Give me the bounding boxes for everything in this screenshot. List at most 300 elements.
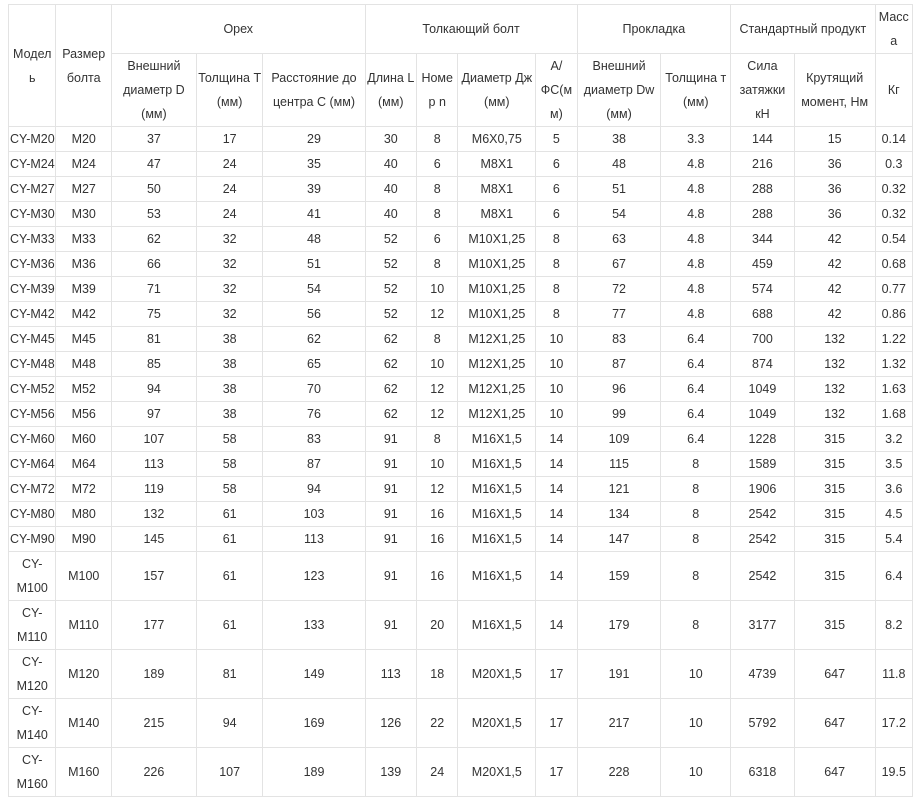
- cell-torque: 315: [794, 427, 875, 452]
- cell-washer-thickness: 10: [661, 699, 731, 748]
- cell-push-af: 14: [536, 601, 577, 650]
- cell-push-length: 62: [365, 327, 417, 352]
- cell-push-diameter: M12X1,25: [458, 402, 536, 427]
- cell-push-af: 14: [536, 427, 577, 452]
- cell-nut-thickness: 24: [196, 152, 263, 177]
- cell-nut-thickness: 32: [196, 277, 263, 302]
- header-nut-thickness: Толщина T (мм): [196, 54, 263, 127]
- cell-washer-thickness: 4.8: [661, 302, 731, 327]
- cell-nut-center-distance: 133: [263, 601, 365, 650]
- table-row: [9, 650, 913, 699]
- cell-push-length: 91: [365, 452, 417, 477]
- cell-push-number: 12: [417, 477, 458, 502]
- cell-nut-thickness: 58: [196, 477, 263, 502]
- cell-push-af: 10: [536, 402, 577, 427]
- cell-washer-outer-diameter: 83: [577, 327, 661, 352]
- cell-torque: 647: [794, 650, 875, 699]
- table-row: [9, 502, 913, 527]
- cell-push-number: 12: [417, 302, 458, 327]
- cell-mass: 19.5: [875, 748, 912, 797]
- cell-nut-thickness: 61: [196, 601, 263, 650]
- cell-torque: 315: [794, 502, 875, 527]
- cell-push-number: 16: [417, 527, 458, 552]
- cell-nut-thickness: 58: [196, 427, 263, 452]
- cell-mass: 1.22: [875, 327, 912, 352]
- cell-push-number: 8: [417, 177, 458, 202]
- cell-push-number: 24: [417, 748, 458, 797]
- cell-tension-force: 2542: [731, 527, 795, 552]
- cell-push-length: 91: [365, 477, 417, 502]
- cell-model: CY-M20: [9, 127, 56, 152]
- cell-nut-center-distance: 169: [263, 699, 365, 748]
- cell-nut-thickness: 61: [196, 552, 263, 601]
- cell-push-length: 126: [365, 699, 417, 748]
- header-push-af: A/ ФС(мм): [536, 54, 577, 127]
- cell-model: CY-M100: [9, 552, 56, 601]
- cell-bolt-size: M140: [56, 699, 112, 748]
- cell-push-length: 52: [365, 227, 417, 252]
- cell-push-length: 113: [365, 650, 417, 699]
- cell-model: CY-M39: [9, 277, 56, 302]
- cell-mass: 1.63: [875, 377, 912, 402]
- cell-washer-thickness: 4.8: [661, 177, 731, 202]
- cell-nut-center-distance: 123: [263, 552, 365, 601]
- cell-washer-thickness: 10: [661, 748, 731, 797]
- cell-nut-outer-diameter: 62: [112, 227, 197, 252]
- header-washer-thickness: Толщина т (мм): [661, 54, 731, 127]
- cell-washer-thickness: 6.4: [661, 377, 731, 402]
- cell-bolt-size: M60: [56, 427, 112, 452]
- cell-model: CY-M60: [9, 427, 56, 452]
- cell-nut-center-distance: 189: [263, 748, 365, 797]
- cell-washer-outer-diameter: 191: [577, 650, 661, 699]
- cell-mass: 0.77: [875, 277, 912, 302]
- header-group-push-bolt: Толкающий болт: [365, 5, 577, 54]
- table-row: [9, 552, 913, 601]
- cell-nut-thickness: 32: [196, 227, 263, 252]
- cell-bolt-size: M52: [56, 377, 112, 402]
- cell-washer-outer-diameter: 96: [577, 377, 661, 402]
- cell-torque: 42: [794, 252, 875, 277]
- cell-push-af: 6: [536, 177, 577, 202]
- cell-nut-thickness: 61: [196, 502, 263, 527]
- header-mass-unit: Кг: [875, 54, 912, 127]
- cell-nut-outer-diameter: 119: [112, 477, 197, 502]
- table-row: [9, 402, 913, 427]
- cell-push-number: 12: [417, 402, 458, 427]
- cell-push-diameter: M10X1,25: [458, 252, 536, 277]
- cell-bolt-size: M100: [56, 552, 112, 601]
- cell-torque: 132: [794, 352, 875, 377]
- cell-washer-outer-diameter: 134: [577, 502, 661, 527]
- cell-tension-force: 1049: [731, 377, 795, 402]
- cell-push-number: 6: [417, 152, 458, 177]
- cell-washer-outer-diameter: 179: [577, 601, 661, 650]
- cell-torque: 315: [794, 452, 875, 477]
- cell-mass: 3.2: [875, 427, 912, 452]
- cell-washer-outer-diameter: 54: [577, 202, 661, 227]
- cell-push-af: 8: [536, 302, 577, 327]
- cell-push-number: 10: [417, 452, 458, 477]
- cell-washer-outer-diameter: 77: [577, 302, 661, 327]
- cell-nut-center-distance: 103: [263, 502, 365, 527]
- cell-model: CY-M56: [9, 402, 56, 427]
- cell-push-diameter: M20X1,5: [458, 748, 536, 797]
- cell-push-length: 40: [365, 202, 417, 227]
- header-nut-outer-diameter: Внешний диаметр D (мм): [112, 54, 197, 127]
- cell-washer-outer-diameter: 115: [577, 452, 661, 477]
- cell-push-diameter: M12X1,25: [458, 377, 536, 402]
- cell-washer-thickness: 8: [661, 601, 731, 650]
- cell-push-diameter: M6X0,75: [458, 127, 536, 152]
- cell-nut-center-distance: 70: [263, 377, 365, 402]
- cell-push-length: 91: [365, 527, 417, 552]
- cell-torque: 315: [794, 527, 875, 552]
- cell-nut-center-distance: 56: [263, 302, 365, 327]
- cell-washer-thickness: 8: [661, 527, 731, 552]
- cell-model: CY-M45: [9, 327, 56, 352]
- cell-push-af: 10: [536, 327, 577, 352]
- cell-tension-force: 4739: [731, 650, 795, 699]
- table-row: [9, 277, 913, 302]
- table-row: [9, 477, 913, 502]
- cell-mass: 0.3: [875, 152, 912, 177]
- cell-model: CY-M36: [9, 252, 56, 277]
- cell-torque: 42: [794, 227, 875, 252]
- cell-nut-outer-diameter: 107: [112, 427, 197, 452]
- cell-washer-thickness: 8: [661, 502, 731, 527]
- cell-mass: 8.2: [875, 601, 912, 650]
- cell-nut-center-distance: 65: [263, 352, 365, 377]
- cell-push-number: 8: [417, 202, 458, 227]
- cell-nut-center-distance: 149: [263, 650, 365, 699]
- cell-torque: 132: [794, 402, 875, 427]
- table-row: [9, 748, 913, 797]
- cell-push-diameter: M10X1,25: [458, 302, 536, 327]
- cell-push-diameter: M16X1,5: [458, 527, 536, 552]
- cell-washer-outer-diameter: 217: [577, 699, 661, 748]
- cell-push-length: 91: [365, 552, 417, 601]
- table-row: [9, 202, 913, 227]
- cell-nut-outer-diameter: 189: [112, 650, 197, 699]
- cell-nut-thickness: 94: [196, 699, 263, 748]
- cell-push-number: 22: [417, 699, 458, 748]
- cell-push-length: 62: [365, 352, 417, 377]
- header-tension-force: Сила затяжки кН: [731, 54, 795, 127]
- cell-tension-force: 288: [731, 177, 795, 202]
- cell-push-af: 14: [536, 502, 577, 527]
- cell-push-diameter: M8X1: [458, 202, 536, 227]
- cell-push-number: 20: [417, 601, 458, 650]
- cell-push-number: 8: [417, 252, 458, 277]
- cell-torque: 132: [794, 327, 875, 352]
- cell-tension-force: 874: [731, 352, 795, 377]
- cell-tension-force: 6318: [731, 748, 795, 797]
- cell-washer-outer-diameter: 63: [577, 227, 661, 252]
- cell-push-diameter: M16X1,5: [458, 552, 536, 601]
- header-torque: Крутящий момент, Нм: [794, 54, 875, 127]
- cell-tension-force: 3177: [731, 601, 795, 650]
- cell-washer-outer-diameter: 228: [577, 748, 661, 797]
- cell-bolt-size: M160: [56, 748, 112, 797]
- cell-nut-outer-diameter: 157: [112, 552, 197, 601]
- cell-washer-outer-diameter: 159: [577, 552, 661, 601]
- cell-nut-outer-diameter: 71: [112, 277, 197, 302]
- cell-push-af: 14: [536, 452, 577, 477]
- cell-push-number: 12: [417, 377, 458, 402]
- cell-nut-thickness: 38: [196, 327, 263, 352]
- cell-bolt-size: M80: [56, 502, 112, 527]
- table-row: [9, 452, 913, 477]
- cell-bolt-size: M56: [56, 402, 112, 427]
- header-row-columns: [9, 54, 913, 127]
- cell-push-diameter: M12X1,25: [458, 352, 536, 377]
- cell-push-diameter: M10X1,25: [458, 277, 536, 302]
- cell-nut-center-distance: 54: [263, 277, 365, 302]
- cell-washer-outer-diameter: 48: [577, 152, 661, 177]
- cell-nut-thickness: 24: [196, 202, 263, 227]
- cell-push-diameter: M10X1,25: [458, 227, 536, 252]
- cell-washer-outer-diameter: 99: [577, 402, 661, 427]
- header-push-length: Длина L (мм): [365, 54, 417, 127]
- cell-mass: 0.54: [875, 227, 912, 252]
- cell-bolt-size: M42: [56, 302, 112, 327]
- cell-model: CY-M48: [9, 352, 56, 377]
- cell-push-length: 91: [365, 601, 417, 650]
- cell-model: CY-M52: [9, 377, 56, 402]
- cell-washer-thickness: 3.3: [661, 127, 731, 152]
- cell-washer-thickness: 6.4: [661, 327, 731, 352]
- cell-nut-center-distance: 41: [263, 202, 365, 227]
- table-row: [9, 327, 913, 352]
- cell-push-diameter: M16X1,5: [458, 427, 536, 452]
- cell-torque: 36: [794, 177, 875, 202]
- cell-push-diameter: M12X1,25: [458, 327, 536, 352]
- cell-washer-thickness: 6.4: [661, 402, 731, 427]
- cell-model: CY-M90: [9, 527, 56, 552]
- cell-nut-outer-diameter: 97: [112, 402, 197, 427]
- cell-push-af: 6: [536, 152, 577, 177]
- cell-tension-force: 288: [731, 202, 795, 227]
- cell-bolt-size: M33: [56, 227, 112, 252]
- cell-push-diameter: M16X1,5: [458, 477, 536, 502]
- cell-push-diameter: M16X1,5: [458, 452, 536, 477]
- cell-model: CY-M140: [9, 699, 56, 748]
- cell-bolt-size: M120: [56, 650, 112, 699]
- cell-mass: 0.32: [875, 177, 912, 202]
- cell-washer-outer-diameter: 87: [577, 352, 661, 377]
- cell-model: CY-M42: [9, 302, 56, 327]
- cell-push-number: 18: [417, 650, 458, 699]
- cell-push-number: 16: [417, 552, 458, 601]
- cell-model: CY-M72: [9, 477, 56, 502]
- cell-torque: 42: [794, 277, 875, 302]
- cell-washer-thickness: 4.8: [661, 252, 731, 277]
- cell-mass: 6.4: [875, 552, 912, 601]
- cell-nut-thickness: 81: [196, 650, 263, 699]
- cell-mass: 17.2: [875, 699, 912, 748]
- cell-push-length: 91: [365, 427, 417, 452]
- cell-washer-outer-diameter: 121: [577, 477, 661, 502]
- cell-nut-outer-diameter: 226: [112, 748, 197, 797]
- cell-washer-thickness: 6.4: [661, 352, 731, 377]
- cell-tension-force: 688: [731, 302, 795, 327]
- cell-nut-outer-diameter: 47: [112, 152, 197, 177]
- cell-tension-force: 2542: [731, 552, 795, 601]
- cell-nut-outer-diameter: 215: [112, 699, 197, 748]
- table-row: [9, 601, 913, 650]
- cell-bolt-size: M64: [56, 452, 112, 477]
- cell-nut-center-distance: 29: [263, 127, 365, 152]
- cell-mass: 3.5: [875, 452, 912, 477]
- cell-push-af: 8: [536, 252, 577, 277]
- cell-bolt-size: M30: [56, 202, 112, 227]
- cell-torque: 132: [794, 377, 875, 402]
- cell-nut-outer-diameter: 37: [112, 127, 197, 152]
- cell-nut-outer-diameter: 177: [112, 601, 197, 650]
- cell-mass: 1.32: [875, 352, 912, 377]
- cell-tension-force: 700: [731, 327, 795, 352]
- cell-washer-thickness: 4.8: [661, 277, 731, 302]
- cell-push-length: 52: [365, 277, 417, 302]
- cell-push-length: 52: [365, 302, 417, 327]
- cell-torque: 36: [794, 202, 875, 227]
- cell-push-number: 8: [417, 327, 458, 352]
- cell-tension-force: 574: [731, 277, 795, 302]
- cell-nut-thickness: 61: [196, 527, 263, 552]
- cell-model: CY-M27: [9, 177, 56, 202]
- cell-tension-force: 1589: [731, 452, 795, 477]
- cell-torque: 36: [794, 152, 875, 177]
- table-row: [9, 302, 913, 327]
- table-header: [9, 5, 913, 127]
- cell-nut-outer-diameter: 113: [112, 452, 197, 477]
- cell-mass: 0.14: [875, 127, 912, 152]
- cell-push-length: 52: [365, 252, 417, 277]
- cell-washer-outer-diameter: 72: [577, 277, 661, 302]
- cell-push-af: 8: [536, 227, 577, 252]
- cell-push-af: 17: [536, 699, 577, 748]
- cell-nut-outer-diameter: 75: [112, 302, 197, 327]
- cell-push-diameter: M8X1: [458, 152, 536, 177]
- cell-torque: 315: [794, 477, 875, 502]
- cell-tension-force: 459: [731, 252, 795, 277]
- cell-nut-thickness: 17: [196, 127, 263, 152]
- cell-push-diameter: M8X1: [458, 177, 536, 202]
- cell-nut-center-distance: 83: [263, 427, 365, 452]
- table-row: [9, 252, 913, 277]
- table-body: [9, 127, 913, 797]
- cell-washer-outer-diameter: 38: [577, 127, 661, 152]
- cell-push-number: 8: [417, 127, 458, 152]
- cell-model: CY-M110: [9, 601, 56, 650]
- cell-tension-force: 5792: [731, 699, 795, 748]
- cell-washer-thickness: 4.8: [661, 202, 731, 227]
- cell-tension-force: 216: [731, 152, 795, 177]
- cell-washer-thickness: 8: [661, 552, 731, 601]
- cell-washer-outer-diameter: 109: [577, 427, 661, 452]
- cell-push-af: 6: [536, 202, 577, 227]
- cell-tension-force: 2542: [731, 502, 795, 527]
- cell-nut-center-distance: 62: [263, 327, 365, 352]
- cell-mass: 0.86: [875, 302, 912, 327]
- cell-model: CY-M30: [9, 202, 56, 227]
- cell-nut-center-distance: 48: [263, 227, 365, 252]
- cell-nut-center-distance: 87: [263, 452, 365, 477]
- cell-torque: 315: [794, 601, 875, 650]
- cell-nut-thickness: 58: [196, 452, 263, 477]
- cell-mass: 0.32: [875, 202, 912, 227]
- cell-push-af: 10: [536, 377, 577, 402]
- cell-mass: 5.4: [875, 527, 912, 552]
- cell-push-af: 14: [536, 527, 577, 552]
- cell-nut-thickness: 38: [196, 352, 263, 377]
- table-row: [9, 177, 913, 202]
- table-row: [9, 377, 913, 402]
- cell-push-length: 62: [365, 402, 417, 427]
- cell-nut-thickness: 24: [196, 177, 263, 202]
- header-group-standard-product: Стандартный продукт: [731, 5, 875, 54]
- cell-tension-force: 1049: [731, 402, 795, 427]
- cell-bolt-size: M72: [56, 477, 112, 502]
- cell-nut-outer-diameter: 145: [112, 527, 197, 552]
- cell-push-af: 17: [536, 748, 577, 797]
- cell-model: CY-M33: [9, 227, 56, 252]
- cell-push-number: 10: [417, 277, 458, 302]
- cell-push-length: 40: [365, 152, 417, 177]
- cell-nut-center-distance: 39: [263, 177, 365, 202]
- cell-push-diameter: M16X1,5: [458, 601, 536, 650]
- cell-nut-outer-diameter: 132: [112, 502, 197, 527]
- header-mass: Масса: [875, 5, 912, 54]
- cell-washer-outer-diameter: 51: [577, 177, 661, 202]
- cell-tension-force: 144: [731, 127, 795, 152]
- cell-washer-thickness: 4.8: [661, 152, 731, 177]
- cell-torque: 315: [794, 552, 875, 601]
- cell-push-length: 40: [365, 177, 417, 202]
- cell-push-af: 17: [536, 650, 577, 699]
- cell-push-af: 14: [536, 552, 577, 601]
- cell-push-af: 14: [536, 477, 577, 502]
- header-model: Модель: [9, 5, 56, 127]
- table-row: [9, 127, 913, 152]
- cell-mass: 0.68: [875, 252, 912, 277]
- table-row: [9, 227, 913, 252]
- cell-push-af: 5: [536, 127, 577, 152]
- header-bolt-size: Размер болта: [56, 5, 112, 127]
- cell-mass: 3.6: [875, 477, 912, 502]
- cell-push-length: 62: [365, 377, 417, 402]
- cell-push-diameter: M20X1,5: [458, 699, 536, 748]
- cell-washer-outer-diameter: 147: [577, 527, 661, 552]
- cell-torque: 42: [794, 302, 875, 327]
- cell-nut-thickness: 32: [196, 252, 263, 277]
- cell-nut-center-distance: 113: [263, 527, 365, 552]
- header-washer-outer-diameter: Внешний диаметр Dw (мм): [577, 54, 661, 127]
- cell-push-length: 30: [365, 127, 417, 152]
- cell-push-length: 91: [365, 502, 417, 527]
- cell-model: CY-M80: [9, 502, 56, 527]
- cell-washer-thickness: 10: [661, 650, 731, 699]
- cell-mass: 1.68: [875, 402, 912, 427]
- cell-bolt-size: M24: [56, 152, 112, 177]
- table-row: [9, 527, 913, 552]
- table-row: [9, 352, 913, 377]
- header-group-washer: Прокладка: [577, 5, 731, 54]
- cell-bolt-size: M20: [56, 127, 112, 152]
- header-group-nut: Орех: [112, 5, 366, 54]
- cell-nut-outer-diameter: 66: [112, 252, 197, 277]
